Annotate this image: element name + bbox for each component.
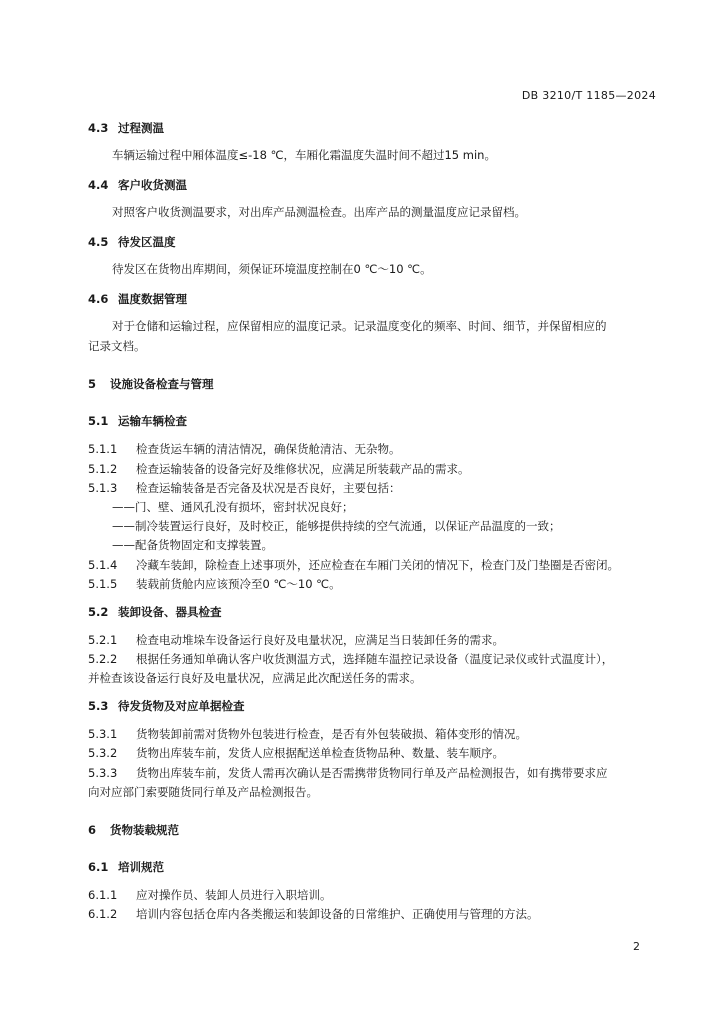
clause-text: 货物装卸前需对货物外包装进行检查，是否有外包装破损、箱体变形的情况。 bbox=[136, 727, 527, 741]
heading-number: 5.3 bbox=[88, 699, 109, 713]
clause-text: 检查运输装备是否完备及状况是否良好，主要包括： bbox=[136, 481, 401, 495]
clause-number: 5.3.2 bbox=[88, 746, 118, 760]
clause-text: 检查电动堆垛车设备运行良好及电量状况，应满足当日装卸任务的需求。 bbox=[136, 633, 504, 647]
clause-number: 5.2.1 bbox=[88, 633, 118, 647]
clause-text: 培训内容包括仓库内各类搬运和装卸设备的日常维护、正确使用与管理的方法。 bbox=[136, 907, 539, 921]
clause-text: 装载前货舱内应该预冷至0 ℃～10 ℃。 bbox=[136, 577, 341, 591]
heading-title: 培训规范 bbox=[118, 860, 164, 874]
paragraph-4-6-line2: 记录文档。 bbox=[88, 339, 146, 353]
clause-5-1-5 bbox=[88, 576, 660, 592]
clause-text: 冷藏车装卸，除检查上述事项外，还应检查在车厢门关闭的情况下，检查门及门垫圈是否密闭。 bbox=[136, 558, 619, 572]
heading-number: 6 bbox=[88, 823, 97, 837]
heading-title: 设施设备检查与管理 bbox=[110, 377, 214, 391]
clause-number: 6.1.1 bbox=[88, 888, 118, 902]
heading-number: 4.3 bbox=[88, 121, 109, 135]
clause-5-2-2-continued: 并检查该设备运行良好及电量状况，应满足此次配送任务的需求。 bbox=[88, 671, 422, 685]
clause-5-2-1 bbox=[88, 632, 660, 648]
clause-number: 5.1.3 bbox=[88, 481, 118, 495]
standard-code: DB 3210/T 1185—2024 bbox=[521, 89, 656, 102]
paragraph-4-3: 车辆运输过程中厢体温度≤-18 ℃，车厢化霜温度失温时间不超过15 min。 bbox=[112, 148, 496, 162]
clause-text: 根据任务通知单确认客户收货测温方式，选择随车温控记录设备（温度记录仪或针式温度计）， bbox=[136, 652, 614, 666]
heading-6 bbox=[88, 822, 660, 838]
heading-6-1 bbox=[88, 859, 660, 875]
clause-5-1-3 bbox=[88, 480, 660, 496]
heading-title: 温度数据管理 bbox=[118, 292, 187, 306]
clause-text: 检查货运车辆的清洁情况，确保货舱清洁、无杂物。 bbox=[136, 442, 401, 456]
dash-item-1: ——门、壁、通风孔没有损坏，密封状况良好； bbox=[112, 500, 354, 514]
heading-5-2 bbox=[88, 604, 660, 620]
clause-6-1-2 bbox=[88, 906, 660, 922]
heading-title: 待发区温度 bbox=[118, 235, 176, 249]
heading-title: 装卸设备、器具检查 bbox=[118, 605, 222, 619]
clause-text: 检查运输装备的设备完好及维修状况，应满足所装载产品的需求。 bbox=[136, 462, 470, 476]
paragraph-4-6-line1: 对于仓储和运输过程，应保留相应的温度记录。记录温度变化的频率、时间、细节，并保留相应的 bbox=[112, 319, 607, 333]
heading-number: 4.5 bbox=[88, 235, 109, 249]
heading-4-6 bbox=[88, 291, 660, 307]
dash-item-2: ——制冷装置运行良好，及时校正，能够提供持续的空气流通，以保证产品温度的一致； bbox=[112, 519, 561, 533]
clause-text: 货物出库装车前，发货人应根据配送单检查货物品种、数量、装车顺序。 bbox=[136, 746, 504, 760]
clause-5-3-3-continued: 向对应部门索要随货同行单及产品检测报告。 bbox=[88, 785, 318, 799]
clause-number: 5.1.1 bbox=[88, 442, 118, 456]
clause-number: 5.3.1 bbox=[88, 727, 118, 741]
heading-number: 6.1 bbox=[88, 860, 109, 874]
clause-number: 5.3.3 bbox=[88, 766, 118, 780]
clause-text: 货物出库装车前，发货人需再次确认是否需携带货物同行单及产品检测报告，如有携带要求应 bbox=[136, 766, 608, 780]
heading-5-3 bbox=[88, 698, 660, 714]
dash-item-3: ——配备货物固定和支撑装置。 bbox=[112, 538, 273, 552]
heading-number: 4.6 bbox=[88, 292, 109, 306]
clause-number: 5.2.2 bbox=[88, 652, 118, 666]
heading-4-4 bbox=[88, 177, 660, 193]
clause-6-1-1 bbox=[88, 887, 660, 903]
heading-4-5 bbox=[88, 234, 660, 250]
clause-5-1-2 bbox=[88, 461, 660, 477]
page-number: 2 bbox=[633, 940, 640, 953]
heading-number: 5 bbox=[88, 377, 97, 391]
clause-number: 5.1.4 bbox=[88, 558, 118, 572]
heading-4-3 bbox=[88, 120, 660, 136]
clause-number: 6.1.2 bbox=[88, 907, 118, 921]
paragraph-4-5: 待发区在货物出库期间，须保证环境温度控制在0 ℃～10 ℃。 bbox=[112, 262, 432, 276]
clause-number: 5.1.2 bbox=[88, 462, 118, 476]
heading-number: 5.2 bbox=[88, 605, 109, 619]
heading-title: 待发货物及对应单据检查 bbox=[118, 699, 245, 713]
heading-5 bbox=[88, 376, 660, 392]
clause-number: 5.1.5 bbox=[88, 577, 118, 591]
clause-5-2-2 bbox=[88, 651, 660, 667]
heading-5-1 bbox=[88, 413, 660, 429]
clause-5-1-1 bbox=[88, 441, 660, 457]
clause-5-1-4 bbox=[88, 557, 660, 573]
clause-text: 应对操作员、装卸人员进行入职培训。 bbox=[136, 888, 332, 902]
heading-title: 过程测温 bbox=[118, 121, 164, 135]
clause-5-3-1 bbox=[88, 726, 660, 742]
paragraph-4-4: 对照客户收货测温要求，对出库产品测温检查。出库产品的测量温度应记录留档。 bbox=[112, 205, 526, 219]
clause-5-3-3 bbox=[88, 765, 660, 781]
heading-number: 4.4 bbox=[88, 178, 109, 192]
heading-number: 5.1 bbox=[88, 414, 109, 428]
clause-5-3-2 bbox=[88, 745, 660, 761]
heading-title: 货物装载规范 bbox=[110, 823, 179, 837]
heading-title: 客户收货测温 bbox=[118, 178, 187, 192]
heading-title: 运输车辆检查 bbox=[118, 414, 187, 428]
